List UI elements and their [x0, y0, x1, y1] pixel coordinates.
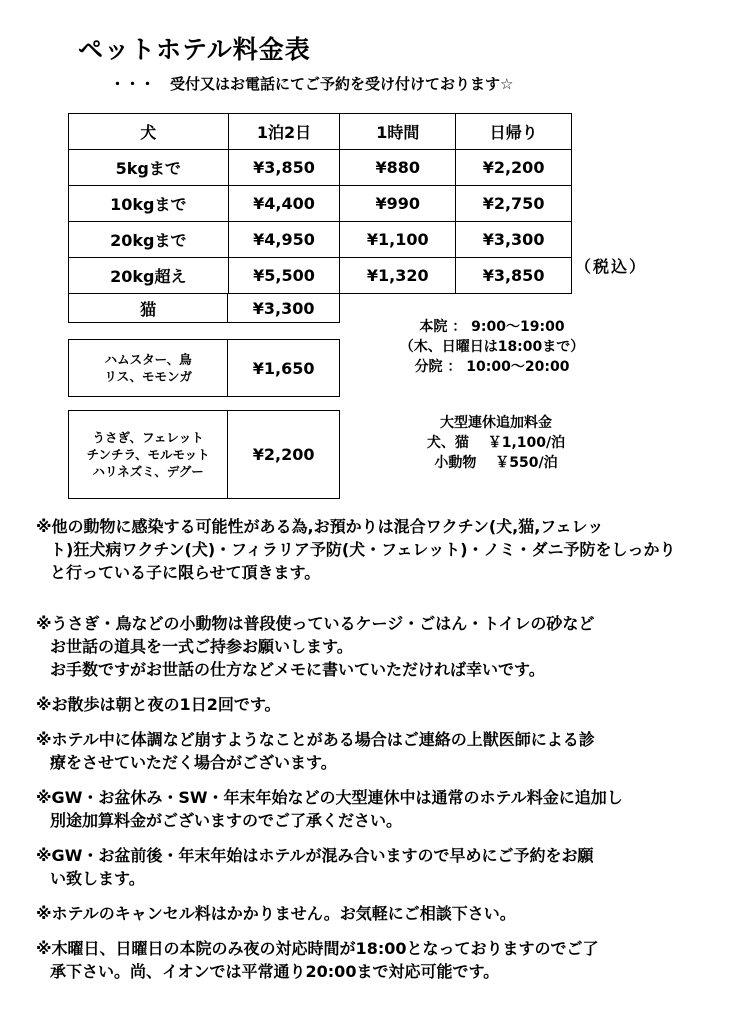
note-item: [36, 902, 706, 925]
note-line: 療をさせていただく場合がございます。: [50, 753, 337, 772]
note-item: [36, 693, 706, 716]
page-title: ペットホテル料金表: [78, 35, 311, 64]
rabbit-price: ¥2,200: [228, 411, 340, 499]
header-cell: 犬: [69, 114, 229, 150]
price-cell: ¥990: [340, 186, 456, 222]
header-cell: 日帰り: [456, 114, 572, 150]
note-line: ※うさぎ・鳥などの小動物は普段使っているケージ・ごはん・トイレの砂など: [36, 614, 595, 633]
branch-clinic-hours: 分院 ： 10:00～20:00: [414, 359, 570, 375]
note-line: 別途加算料金がございますのでご了承ください。: [50, 811, 403, 830]
header-cell: 1泊2日: [228, 114, 340, 150]
dog-price-table: [68, 113, 572, 294]
table-row: [69, 294, 340, 323]
price-cell: ¥4,950: [228, 222, 340, 258]
price-cell: ¥2,750: [456, 186, 572, 222]
note-line: い致します。: [50, 869, 145, 888]
price-cell: ¥1,100: [340, 222, 456, 258]
cat-price-table: [68, 293, 340, 323]
holiday-fee-title: 大型連休追加料金: [440, 415, 552, 431]
holiday-additional-fee: [392, 413, 600, 473]
weight-cell: 20kg超え: [69, 258, 229, 294]
note-line: 承下さい。尚、イオンでは平常通り20:00まで対応可能です。: [50, 962, 500, 981]
price-cell: ¥2,200: [456, 150, 572, 186]
note-line: お世話の道具を一式ご持参お願いします。: [50, 637, 353, 656]
note-item: [36, 515, 706, 584]
price-cell: ¥1,320: [340, 258, 456, 294]
weight-cell: 20kgまで: [69, 222, 229, 258]
holiday-fee-dog-cat: 犬、猫 ￥1,100/泊: [426, 435, 566, 451]
table-header-row: [69, 114, 572, 150]
note-item: [36, 612, 706, 681]
hamster-price: ¥1,650: [228, 340, 340, 397]
note-line: ※お散歩は朝と夜の1日2回です。: [36, 695, 281, 714]
label-line: ハリネズミ、デグー: [92, 464, 204, 479]
note-line: お手数ですがお世話の仕方などメモに書いていただければ幸いです。: [50, 660, 545, 679]
weight-cell: 5kgまで: [69, 150, 229, 186]
note-line: ※ホテル中に体調など崩すようなことがある場合はご連絡の上獣医師による診: [36, 730, 595, 749]
cat-price: ¥3,300: [228, 294, 340, 323]
table-row: [69, 186, 572, 222]
header-cell: 1時間: [340, 114, 456, 150]
price-cell: ¥3,850: [456, 258, 572, 294]
price-cell: ¥3,850: [228, 150, 340, 186]
price-cell: ¥880: [340, 150, 456, 186]
hamster-price-table: [68, 339, 340, 397]
main-clinic-hours-note: （木、日曜日は18:00まで）: [399, 339, 585, 355]
holiday-fee-small-animal: 小動物 ￥550/泊: [434, 455, 558, 471]
table-row: [69, 340, 340, 397]
note-item: [36, 844, 706, 890]
note-line: ※木曜日、日曜日の本院のみ夜の対応時間が18:00となっておりますのでご了: [36, 939, 599, 958]
price-cell: ¥3,300: [456, 222, 572, 258]
note-line: ※GW・お盆前後・年末年始はホテルが混み合いますので早めにご予約をお願: [36, 846, 594, 865]
note-line: と行っている子に限らせて頂きます。: [50, 563, 321, 582]
table-row: [69, 222, 572, 258]
table-row: [69, 411, 340, 499]
notes-list: [36, 515, 706, 983]
note-line: ※他の動物に感染する可能性がある為,お預かりは混合ワクチン(犬,猫,フェレッ: [36, 517, 604, 536]
price-cell: ¥4,400: [228, 186, 340, 222]
note-line: ※GW・お盆休み・SW・年末年始などの大型連休中は通常のホテル料金に追加し: [36, 788, 623, 807]
weight-cell: 10kgまで: [69, 186, 229, 222]
tax-included-note: （税込）: [575, 257, 648, 276]
note-item: [36, 786, 706, 832]
label-line: チンチラ、モルモット: [86, 447, 210, 462]
note-line: ト)狂犬病ワクチン(犬)・フィラリア予防(犬・フェレット)・ノミ・ダニ予防をしっかり: [50, 540, 676, 559]
note-line: ※ホテルのキャンセル料はかかりません。お気軽にご相談下さい。: [36, 904, 516, 923]
rabbit-price-table: [68, 410, 340, 499]
rabbit-label: [69, 411, 228, 499]
table-row: [69, 150, 572, 186]
business-hours: [378, 317, 606, 377]
main-clinic-hours: 本院 ： 9:00～19:00: [419, 319, 565, 335]
label-line: リス、モモンガ: [104, 369, 192, 384]
cat-label: 猫: [69, 294, 228, 323]
label-line: うさぎ、フェレット: [92, 430, 204, 445]
hamster-label: [69, 340, 228, 397]
price-cell: ¥5,500: [228, 258, 340, 294]
note-item: [36, 728, 706, 774]
note-item: [36, 937, 706, 983]
subtitle: ・・・ 受付又はお電話にてご予約を受け付けております☆: [110, 75, 514, 93]
label-line: ハムスター、鳥: [104, 352, 192, 367]
table-row: [69, 258, 572, 294]
